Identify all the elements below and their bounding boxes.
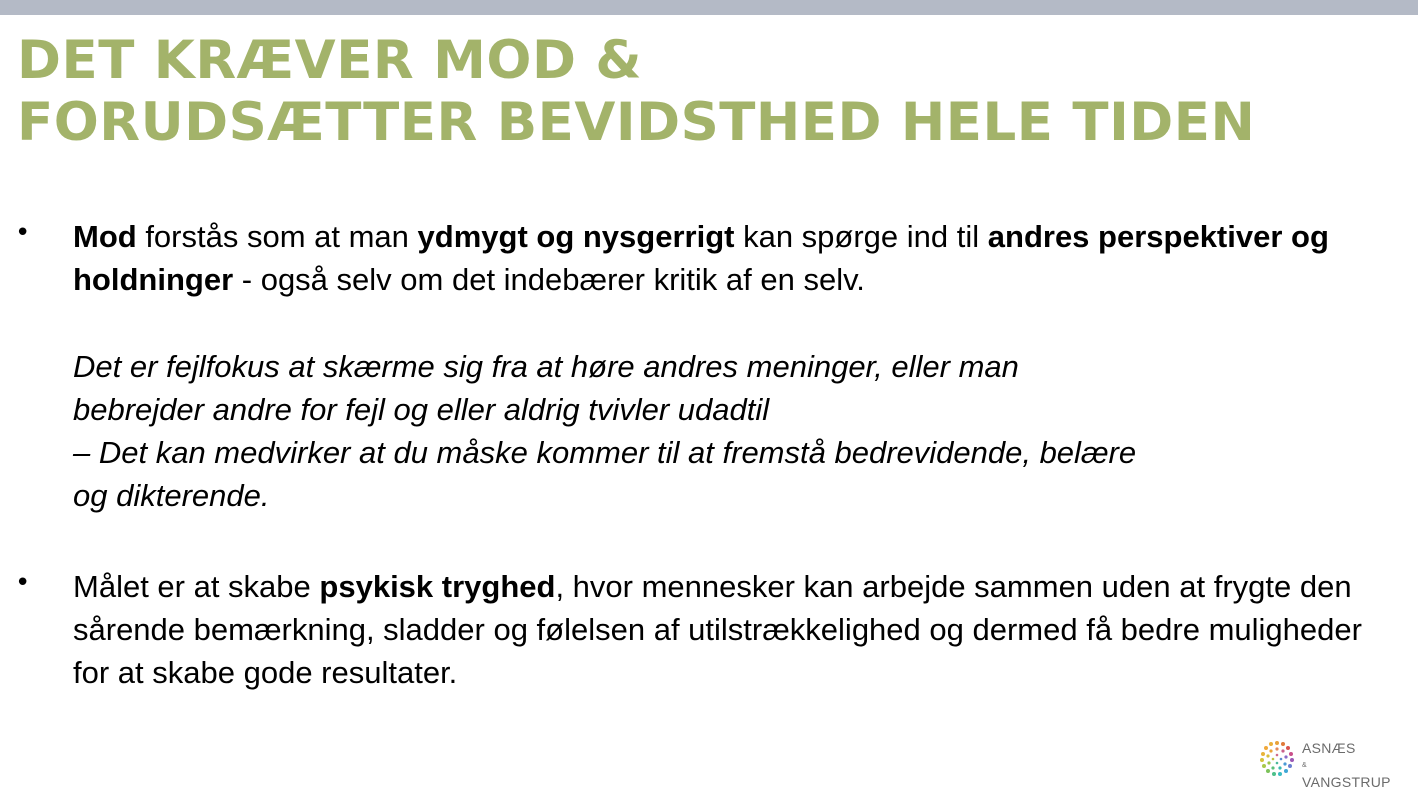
paragraph-mod-definition [73,215,1373,301]
bold-mod: Mod [73,219,137,254]
text-segment: forstås som at man [136,219,418,254]
slide-title [17,30,1255,154]
italic-line-2: bebrejder andre for fejl og eller aldrig tvivler udadtil [73,392,770,427]
paragraph-fejlfokus [73,345,1373,517]
logo-line-1 [1302,740,1391,774]
text-segment: - også selv om det indebærer kritik af en selv. [233,262,865,297]
logo-name-asnaes: ASNÆS [1302,740,1356,756]
title-line-1: DET KRÆVER MOD & [17,30,643,91]
bullet-point-2: • [15,568,31,598]
company-logo [1256,736,1396,790]
top-accent-bar [0,0,1418,15]
logo-wordmark [1302,740,1391,790]
title-line-2: FORUDSÆTTER BEVIDSTHED HELE TIDEN [17,92,1256,153]
bold-psykisk-tryghed: psykisk tryghed [319,569,556,604]
logo-ampersand: & [1302,762,1307,769]
text-segment: Målet er at skabe [73,569,320,604]
logo-line-2: VANGSTRUP [1302,774,1391,790]
italic-line-4: og dikterende. [73,478,270,513]
italic-line-1: Det er fejlfokus at skærme sig fra at høre andres meninger, eller man [73,349,1019,384]
dot-circle-logo-icon [1256,738,1298,780]
italic-line-3: – Det kan medvirker at du måske kommer til at fremstå bedrevidende, belære [73,435,1137,470]
text-segment: , hvor mennesker kan arbejde sammen uden at frygte den sårende bemærkning, sladder og følelsen af utilstrækkelighed og dermed få bedre muligheder for at skabe gode resultater. [73,569,1362,690]
bold-perspektiver: andres perspektiver og holdninger [73,219,1329,297]
bullet-point-1: • [15,218,31,248]
paragraph-psykisk-tryghed [73,565,1373,694]
bold-ydmygt: ydmygt og nysgerrigt [417,219,735,254]
text-segment: kan spørge ind til [734,219,988,254]
